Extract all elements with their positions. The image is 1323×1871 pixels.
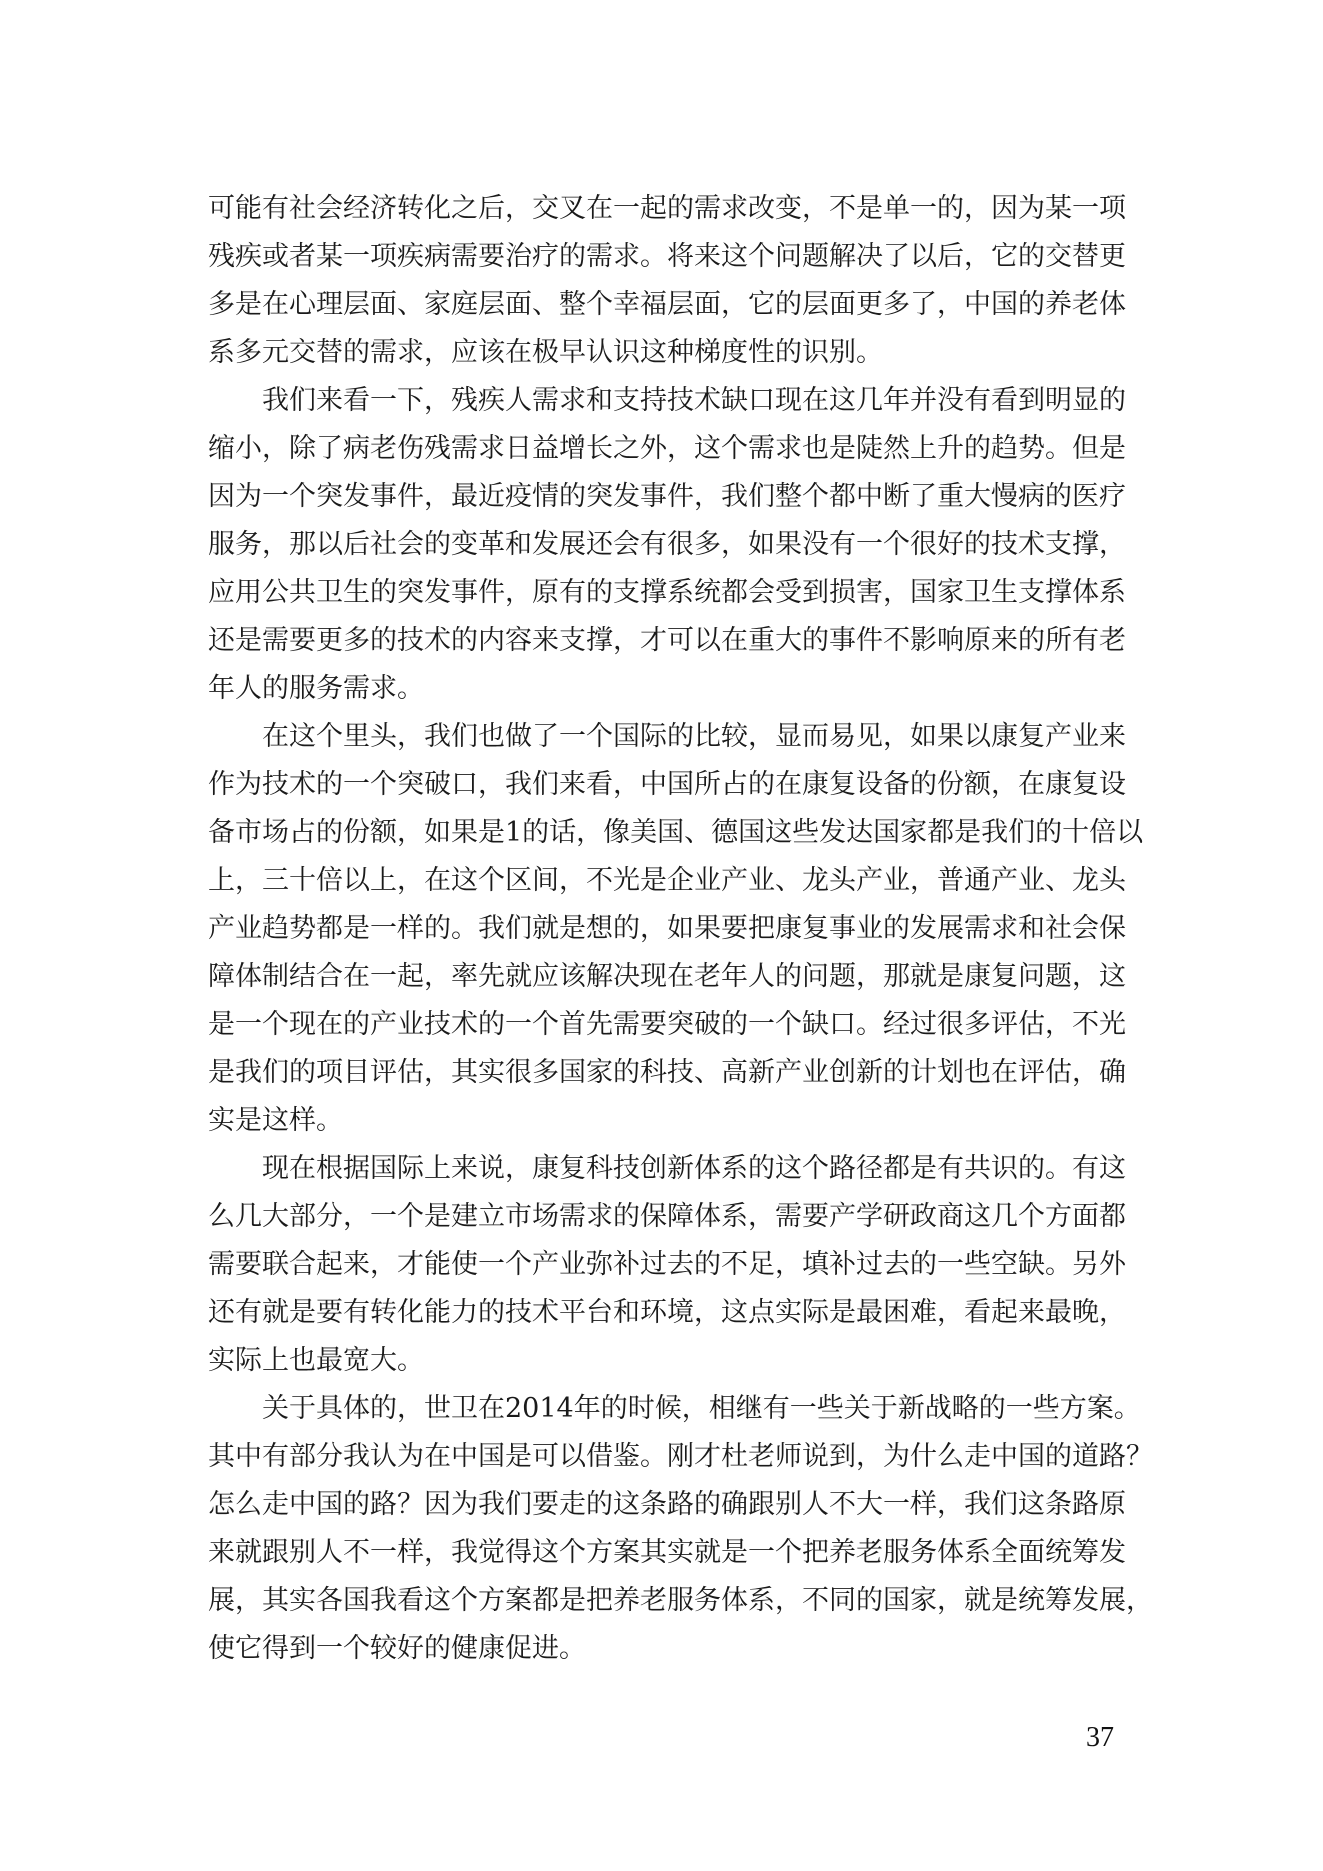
text-line: 使它得到一个较好的健康促进。 [208, 1633, 586, 1664]
text-line: 产业趋势都是一样的。我们就是想的，如果要把康复事业的发展需求和社会保 [208, 913, 1126, 944]
text-line: 因为一个突发事件，最近疫情的突发事件，我们整个都中断了重大慢病的医疗 [208, 481, 1126, 512]
paragraph [208, 382, 1126, 718]
text-line: 其中有部分我认为在中国是可以借鉴。刚才杜老师说到，为什么走中国的道路？ [208, 1441, 1153, 1472]
text-line: 么几大部分，一个是建立市场需求的保障体系，需要产学研政商这几个方面都 [208, 1201, 1126, 1232]
text-line: 应用公共卫生的突发事件，原有的支撑系统都会受到损害，国家卫生支撑体系 [208, 577, 1126, 608]
text-line: 还是需要更多的技术的内容来支撑，才可以在重大的事件不影响原来的所有老 [208, 625, 1126, 656]
text-line: 是一个现在的产业技术的一个首先需要突破的一个缺口。经过很多评估，不光 [208, 1009, 1126, 1040]
text-line: 还有就是要有转化能力的技术平台和环境，这点实际是最困难，看起来最晚， [208, 1297, 1126, 1328]
text-line: 实际上也最宽大。 [208, 1345, 424, 1376]
text-line: 是我们的项目评估，其实很多国家的科技、高新产业创新的计划也在评估，确 [208, 1057, 1126, 1088]
text-line: 作为技术的一个突破口，我们来看，中国所占的在康复设备的份额，在康复设 [208, 769, 1126, 800]
text-line: 上，三十倍以上，在这个区间，不光是企业产业、龙头产业，普通产业、龙头 [208, 865, 1126, 896]
text-line: 残疾或者某一项疾病需要治疗的需求。将来这个问题解决了以后，它的交替更 [208, 241, 1126, 272]
text-line: 多是在心理层面、家庭层面、整个幸福层面，它的层面更多了，中国的养老体 [208, 289, 1126, 320]
paragraph [208, 718, 1144, 1150]
text-line: 关于具体的，世卫在2014年的时候，相继有一些关于新战略的一些方案。 [262, 1393, 1141, 1424]
text-line: 系多元交替的需求，应该在极早认识这种梯度性的识别。 [208, 337, 883, 368]
page-number: 37 [1086, 1722, 1114, 1753]
text-line: 在这个里头，我们也做了一个国际的比较，显而易见，如果以康复产业来 [262, 721, 1126, 752]
text-line: 展，其实各国我看这个方案都是把养老服务体系，不同的国家，就是统筹发展， [208, 1585, 1153, 1616]
text-line: 障体制结合在一起，率先就应该解决现在老年人的问题，那就是康复问题，这 [208, 961, 1126, 992]
body-text [208, 190, 1153, 1678]
text-line: 现在根据国际上来说，康复科技创新体系的这个路径都是有共识的。有这 [262, 1153, 1126, 1184]
text-line: 年人的服务需求。 [208, 673, 424, 704]
text-line: 服务，那以后社会的变革和发展还会有很多，如果没有一个很好的技术支撑， [208, 529, 1126, 560]
paragraph [208, 190, 1126, 382]
paragraph [208, 1150, 1126, 1390]
text-line: 怎么走中国的路？因为我们要走的这条路的确跟别人不大一样，我们这条路原 [208, 1489, 1126, 1520]
text-line: 缩小，除了病老伤残需求日益增长之外，这个需求也是陡然上升的趋势。但是 [208, 433, 1126, 464]
text-line: 我们来看一下，残疾人需求和支持技术缺口现在这几年并没有看到明显的 [262, 385, 1126, 416]
text-line: 可能有社会经济转化之后，交叉在一起的需求改变，不是单一的，因为某一项 [208, 193, 1126, 224]
text-line: 需要联合起来，才能使一个产业弥补过去的不足，填补过去的一些空缺。另外 [208, 1249, 1126, 1280]
paragraph [208, 1390, 1153, 1678]
text-line: 实是这样。 [208, 1105, 343, 1136]
text-line: 备市场占的份额，如果是1的话，像美国、德国这些发达国家都是我们的十倍以 [208, 817, 1144, 848]
text-line: 来就跟别人不一样，我觉得这个方案其实就是一个把养老服务体系全面统筹发 [208, 1537, 1126, 1568]
